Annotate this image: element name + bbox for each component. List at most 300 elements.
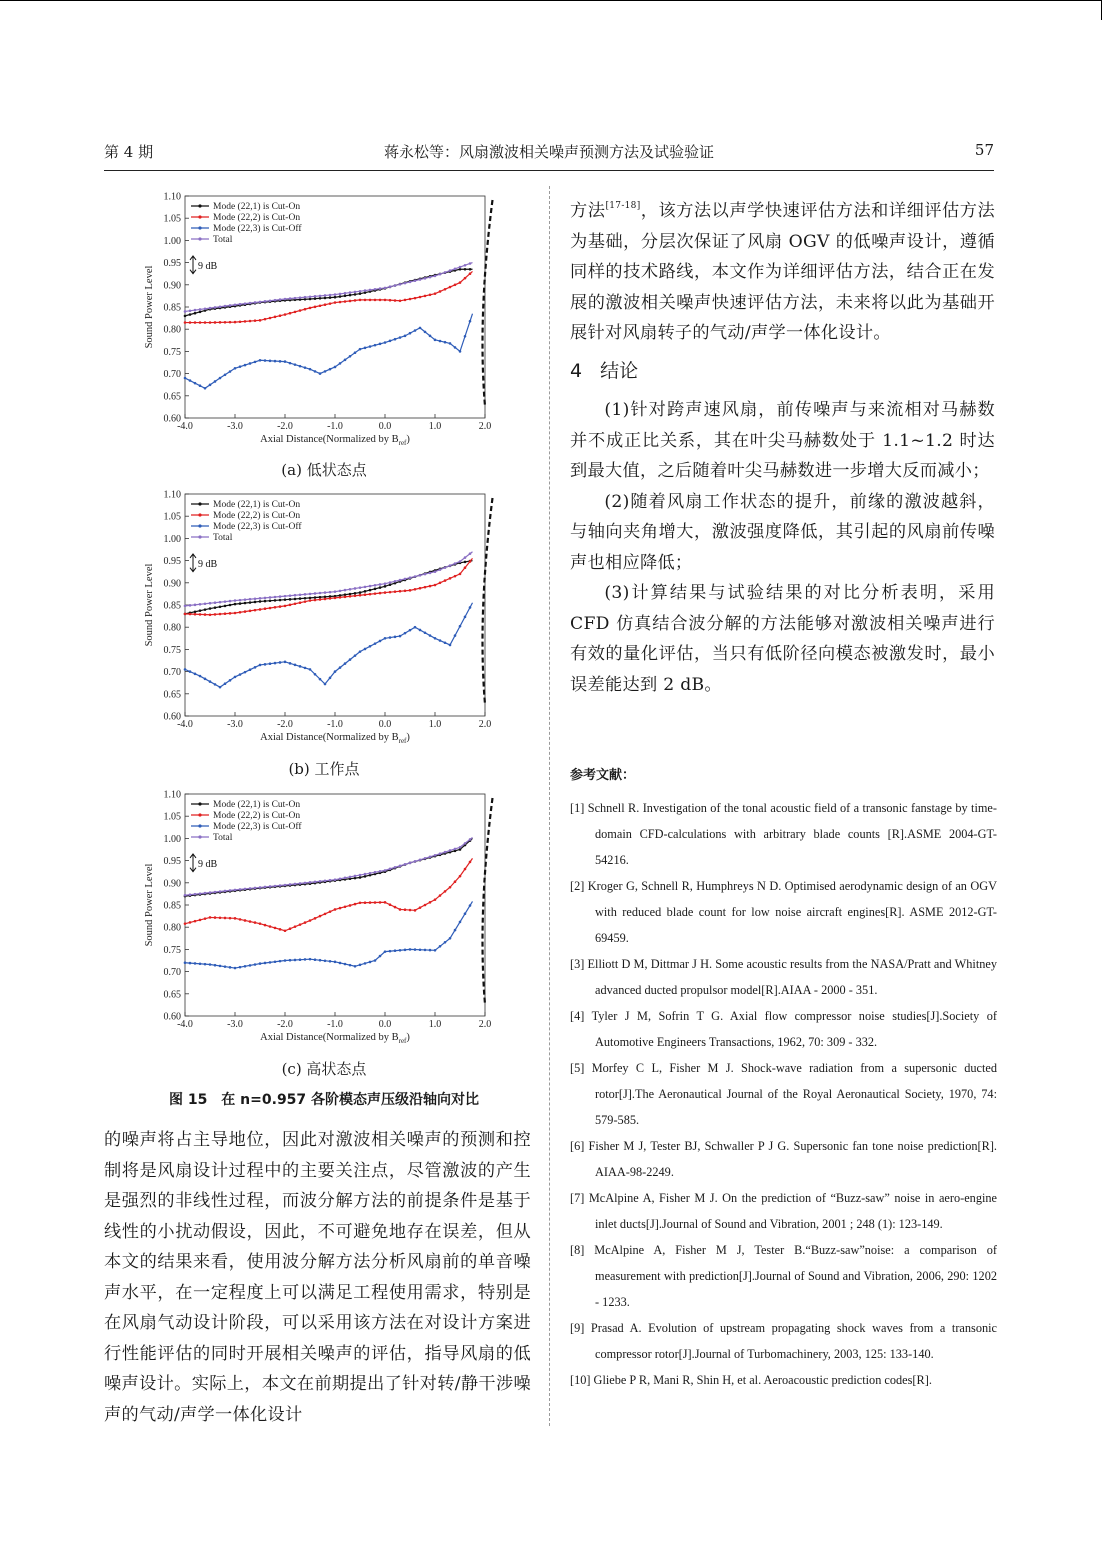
data-point: [469, 268, 472, 271]
data-point: [274, 299, 277, 302]
data-point: [389, 636, 392, 639]
data-point: [339, 362, 342, 365]
figure-caption: 图 15 在 n=0.957 各阶模态声压级沿轴向对比: [168, 1092, 480, 1108]
data-point: [394, 636, 397, 639]
data-point: [434, 275, 437, 278]
data-point: [219, 686, 222, 689]
data-point: [374, 588, 377, 591]
data-point: [354, 594, 357, 597]
data-point: [199, 308, 202, 311]
data-point: [254, 597, 257, 600]
data-point: [439, 290, 442, 293]
data-point: [299, 601, 302, 604]
data-point: [374, 959, 377, 962]
data-point: [429, 276, 432, 279]
data-point: [464, 556, 467, 559]
legend-marker: [198, 824, 201, 827]
data-point: [384, 869, 387, 872]
data-point: [354, 351, 357, 354]
data-point: [289, 883, 292, 886]
data-point: [239, 888, 242, 891]
data-point: [289, 604, 292, 607]
data-point: [324, 303, 327, 306]
data-point: [294, 925, 297, 928]
data-point: [284, 313, 287, 316]
data-point: [324, 879, 327, 882]
data-point: [299, 597, 302, 600]
data-point: [399, 908, 402, 911]
data-point: [194, 613, 197, 616]
y-tick-label: 0.95: [163, 258, 181, 270]
legend-label: Total: [213, 833, 233, 843]
data-point: [199, 321, 202, 324]
legend-marker: [198, 237, 201, 240]
data-point: [244, 919, 247, 922]
y-tick-label: 0.80: [163, 922, 181, 934]
data-point: [279, 314, 282, 317]
data-point: [229, 966, 232, 969]
data-point: [254, 921, 257, 924]
data-point: [304, 308, 307, 311]
data-point: [194, 610, 197, 613]
x-tick-label: -4.0: [177, 719, 193, 730]
data-point: [189, 893, 192, 896]
data-point: [244, 671, 247, 674]
data-point: [454, 848, 457, 851]
data-point: [184, 321, 187, 324]
data-point: [369, 593, 372, 596]
y-tick-label: 1.00: [163, 833, 181, 845]
x-axis-label-close: ): [406, 732, 410, 743]
data-point: [349, 964, 352, 967]
x-tick-label: 2.0: [478, 421, 492, 432]
data-point: [419, 906, 422, 909]
data-point: [399, 283, 402, 286]
data-point: [439, 568, 442, 571]
reference-list: [570, 795, 997, 1393]
x-tick-label: 0.0: [378, 421, 392, 432]
data-point: [459, 268, 462, 271]
x-tick-label: 2.0: [478, 1019, 492, 1030]
data-point: [209, 963, 212, 966]
x-tick-label: 1.0: [428, 719, 442, 730]
right-intro-paragraph: [570, 191, 995, 349]
data-point: [259, 664, 262, 667]
data-point: [209, 607, 212, 610]
data-point: [344, 905, 347, 908]
data-point: [189, 921, 192, 924]
data-point: [274, 927, 277, 930]
data-point: [434, 898, 437, 901]
y-tick-label: 0.90: [163, 578, 181, 590]
data-point: [384, 585, 387, 588]
data-point: [299, 593, 302, 596]
data-point: [419, 296, 422, 299]
data-point: [389, 581, 392, 584]
data-point: [229, 600, 232, 603]
data-point: [354, 903, 357, 906]
data-point: [379, 640, 382, 643]
data-point: [249, 320, 252, 323]
data-point: [429, 572, 432, 575]
data-point: [414, 860, 417, 863]
data-point: [324, 294, 327, 297]
data-point: [309, 368, 312, 371]
series-line: [185, 838, 473, 896]
data-point: [244, 965, 247, 968]
y-tick-label: 0.70: [163, 967, 181, 979]
y-tick-label: 1.00: [163, 235, 181, 247]
data-point: [259, 922, 262, 925]
data-point: [349, 658, 352, 661]
data-point: [244, 598, 247, 601]
data-point: [239, 611, 242, 614]
data-point: [394, 590, 397, 593]
data-point: [254, 963, 257, 966]
data-point: [409, 281, 412, 284]
data-point: [274, 316, 277, 319]
data-point: [449, 286, 452, 289]
data-point: [184, 961, 187, 964]
data-point: [239, 303, 242, 306]
data-point: [379, 870, 382, 873]
left-body-text: 的噪声将占主导地位，因此对激波相关噪声的预测和控制将是风扇设计过程中的主要关注点，尽管激波的产生是强烈的非线性过程，而波分解方法的前提条件是基于线性的小扰动假设，因此，不可避免地存在误差，但从本文的结果来看，使用波分解方法分析风扇前的单音噪声水平，在一定程度上可以满足工程使用需求，特别是在风扇气动设计阶段，可以采用该方法在对设计方案进行性能评估的同时开展相关噪声的评估，指导风扇的低噪声设计。实际上，本文在前期提出了针对转/静干涉噪声的气动/声学一体化设计: [104, 1130, 531, 1425]
data-point: [244, 610, 247, 613]
data-point: [254, 609, 257, 612]
subcaption-a: (a) 低状态点: [281, 461, 367, 479]
data-point: [194, 312, 197, 315]
legend-label: Total: [213, 533, 233, 543]
data-point: [284, 605, 287, 608]
data-point: [399, 590, 402, 593]
data-point: [394, 866, 397, 869]
data-point: [469, 606, 472, 609]
data-point: [464, 264, 467, 267]
y-tick-label: 0.95: [163, 856, 181, 868]
data-point: [364, 593, 367, 596]
data-point: [224, 321, 227, 324]
shock-front-curve: [483, 498, 493, 704]
data-point: [309, 668, 312, 671]
data-point: [404, 589, 407, 592]
data-point: [264, 600, 267, 603]
data-point: [309, 958, 312, 961]
data-point: [269, 596, 272, 599]
y-tick-label: 0.75: [163, 944, 181, 956]
data-point: [224, 612, 227, 615]
intro-text-post: ，该方法以声学快速评估方法和详细评估方法为基础，分层次保证了风扇 OGV 的低噪声设计，遵循同样的技术路线，本文作为详细评估方法，结合正在发展的激波相关噪声快速评估方法，未来将以此为基础开展针对风扇转子的气动/声学一体化设计。: [570, 201, 995, 343]
data-point: [329, 879, 332, 882]
data-point: [199, 384, 202, 387]
data-point: [329, 296, 332, 299]
data-point: [309, 307, 312, 310]
series-line: [185, 314, 473, 389]
data-point: [464, 335, 467, 338]
data-point: [374, 584, 377, 587]
data-point: [264, 886, 267, 889]
y-tick-label: 1.10: [163, 191, 181, 203]
data-point: [299, 665, 302, 668]
data-point: [279, 599, 282, 602]
legend-marker: [198, 835, 201, 838]
data-point: [409, 589, 412, 592]
data-point: [189, 379, 192, 382]
data-point: [184, 613, 187, 616]
y-tick-label: 0.95: [163, 556, 181, 568]
data-point: [279, 884, 282, 887]
data-point: [319, 959, 322, 962]
data-point: [244, 888, 247, 891]
data-point: [409, 948, 412, 951]
data-point: [409, 576, 412, 579]
data-point: [439, 639, 442, 642]
data-point: [439, 340, 442, 343]
y-tick-label: 0.65: [163, 391, 181, 403]
data-point: [219, 377, 222, 380]
data-point: [329, 294, 332, 297]
data-point: [364, 590, 367, 593]
data-point: [469, 904, 472, 907]
x-tick-label: 0.0: [378, 719, 392, 730]
data-point: [369, 585, 372, 588]
data-point: [324, 591, 327, 594]
data-point: [339, 596, 342, 599]
data-point: [284, 959, 287, 962]
data-point: [239, 365, 242, 368]
data-point: [259, 359, 262, 362]
data-point: [219, 305, 222, 308]
data-point: [274, 606, 277, 609]
data-point: [449, 644, 452, 647]
data-point: [229, 679, 232, 682]
x-tick-label: 1.0: [428, 421, 442, 432]
data-point: [359, 290, 362, 293]
series-line: [185, 271, 473, 322]
data-point: [194, 673, 197, 676]
data-point: [434, 637, 437, 640]
data-point: [349, 876, 352, 879]
data-point: [264, 300, 267, 303]
data-point: [339, 962, 342, 965]
data-point: [194, 962, 197, 965]
data-point: [409, 332, 412, 335]
data-point: [379, 287, 382, 290]
data-point: [209, 321, 212, 324]
legend-marker: [198, 524, 201, 527]
data-point: [219, 601, 222, 604]
data-point: [204, 613, 207, 616]
data-point: [209, 916, 212, 919]
data-point: [264, 597, 267, 600]
data-point: [304, 366, 307, 369]
running-title: 蒋永松等：风扇激波相关噪声预测方法及试验验证: [383, 143, 714, 161]
y-tick-label: 1.05: [163, 811, 181, 823]
data-point: [294, 959, 297, 962]
x-tick-label: -3.0: [227, 421, 243, 432]
x-tick-label: -4.0: [177, 1019, 193, 1030]
data-point: [444, 288, 447, 291]
data-point: [209, 891, 212, 894]
data-point: [394, 580, 397, 583]
data-point: [184, 315, 187, 318]
data-point: [289, 297, 292, 300]
data-point: [374, 901, 377, 904]
data-point: [224, 682, 227, 685]
legend-label: Mode (22,1) is Cut-On: [213, 800, 301, 810]
data-point: [344, 877, 347, 880]
data-point: [219, 916, 222, 919]
data-point: [449, 342, 452, 345]
data-point: [434, 584, 437, 587]
data-point: [274, 599, 277, 602]
y-tick-label: 1.10: [163, 789, 181, 801]
legend-marker: [198, 513, 201, 516]
chart-panel-c: [140, 784, 500, 1054]
data-point: [284, 298, 287, 301]
data-point: [324, 598, 327, 601]
chart-panel-a: [140, 186, 500, 456]
data-point: [389, 583, 392, 586]
data-point: [419, 327, 422, 330]
data-point: [284, 884, 287, 887]
chart-panel-b: [140, 484, 500, 754]
data-point: [384, 637, 387, 640]
data-point: [234, 676, 237, 679]
data-point: [414, 329, 417, 332]
legend-label: Mode (22,2) is Cut-On: [213, 811, 301, 821]
data-point: [294, 594, 297, 597]
data-point: [214, 891, 217, 894]
data-point: [214, 321, 217, 324]
section-number: 4: [570, 360, 583, 382]
data-point: [234, 612, 237, 615]
data-point: [249, 598, 252, 601]
data-point: [249, 887, 252, 890]
data-point: [439, 945, 442, 948]
data-point: [364, 875, 367, 878]
data-point: [384, 299, 387, 302]
data-point: [459, 921, 462, 924]
data-point: [414, 948, 417, 951]
data-point: [234, 889, 237, 892]
citation-superscript: [17-18]: [605, 201, 641, 211]
data-point: [214, 964, 217, 967]
data-point: [374, 642, 377, 645]
data-point: [339, 295, 342, 298]
data-point: [449, 886, 452, 889]
data-point: [309, 881, 312, 884]
data-point: [329, 910, 332, 913]
data-point: [209, 602, 212, 605]
data-point: [344, 359, 347, 362]
data-point: [234, 321, 237, 324]
y-axis-label: Sound Power Level: [144, 265, 155, 349]
data-point: [424, 949, 427, 952]
data-point: [324, 959, 327, 962]
data-point: [304, 921, 307, 924]
data-point: [349, 593, 352, 596]
series-line: [185, 558, 473, 614]
db-annotation: 9 dB: [198, 260, 218, 272]
data-point: [274, 662, 277, 665]
data-point: [464, 842, 467, 845]
data-point: [424, 331, 427, 334]
data-point: [264, 962, 267, 965]
y-tick-label: 0.85: [163, 600, 181, 612]
data-point: [259, 301, 262, 304]
data-point: [289, 594, 292, 597]
data-point: [209, 307, 212, 310]
legend-marker: [198, 502, 201, 505]
data-point: [249, 362, 252, 365]
data-point: [319, 297, 322, 300]
x-axis-label-close: ): [406, 1032, 410, 1043]
shock-front-curve: [483, 798, 493, 1004]
data-point: [419, 587, 422, 590]
data-point: [334, 908, 337, 911]
y-tick-label: 1.00: [163, 533, 181, 545]
y-tick-label: 0.75: [163, 644, 181, 656]
data-point: [334, 293, 337, 296]
data-point: [384, 341, 387, 344]
legend-label: Mode (22,1) is Cut-On: [213, 500, 301, 510]
intro-text-pre: 方法: [570, 201, 606, 221]
data-point: [339, 293, 342, 296]
data-point: [419, 574, 422, 577]
data-point: [384, 582, 387, 585]
x-tick-label: -1.0: [327, 421, 343, 432]
data-point: [404, 335, 407, 338]
data-point: [369, 901, 372, 904]
data-point: [344, 963, 347, 966]
data-point: [284, 598, 287, 601]
data-point: [454, 562, 457, 565]
data-point: [364, 901, 367, 904]
data-point: [424, 573, 427, 576]
data-point: [429, 901, 432, 904]
data-point: [284, 661, 287, 664]
data-point: [199, 613, 202, 616]
legend-marker: [198, 802, 201, 805]
data-point: [279, 928, 282, 931]
reference-item: [5] Morfey C L, Fisher M J. Shock-wave radiation from a supersonic ducted rotor[J].The Aeronautical Journal of the Royal Aeronautical Society, 1970, 74: 579-585.: [570, 1061, 997, 1127]
issue-number: 第 4 期: [104, 143, 154, 161]
data-point: [319, 372, 322, 375]
data-point: [244, 320, 247, 323]
data-point: [364, 873, 367, 876]
data-point: [444, 566, 447, 569]
data-point: [254, 301, 257, 304]
data-point: [319, 592, 322, 595]
data-point: [314, 917, 317, 920]
x-axis-label: Axial Distance(Normalized by $B_{ref}$): [260, 434, 410, 447]
data-point: [459, 625, 462, 628]
data-point: [194, 604, 197, 607]
conclusion-item: (2)随着风扇工作状态的提升，前缘的激波越斜，与轴向夹角增大，激波强度降低，其引起的风扇前传噪声也相应降低；: [570, 491, 995, 573]
data-point: [209, 680, 212, 683]
conclusion-item: (1)针对跨声速风扇，前传噪声与来流相对马赫数并不成正比关系，其在叶尖马赫数处于 1.1~1.2 时达到最大值，之后随着叶尖马赫数进一步增大反而减小；: [570, 400, 995, 481]
data-point: [424, 857, 427, 860]
data-point: [364, 347, 367, 350]
legend-label: Mode (22,3) is Cut-Off: [213, 522, 302, 532]
data-point: [224, 605, 227, 608]
data-point: [344, 596, 347, 599]
data-point: [259, 608, 262, 611]
data-point: [189, 604, 192, 607]
column-divider: [549, 186, 550, 1426]
data-point: [259, 962, 262, 965]
data-point: [334, 878, 337, 881]
